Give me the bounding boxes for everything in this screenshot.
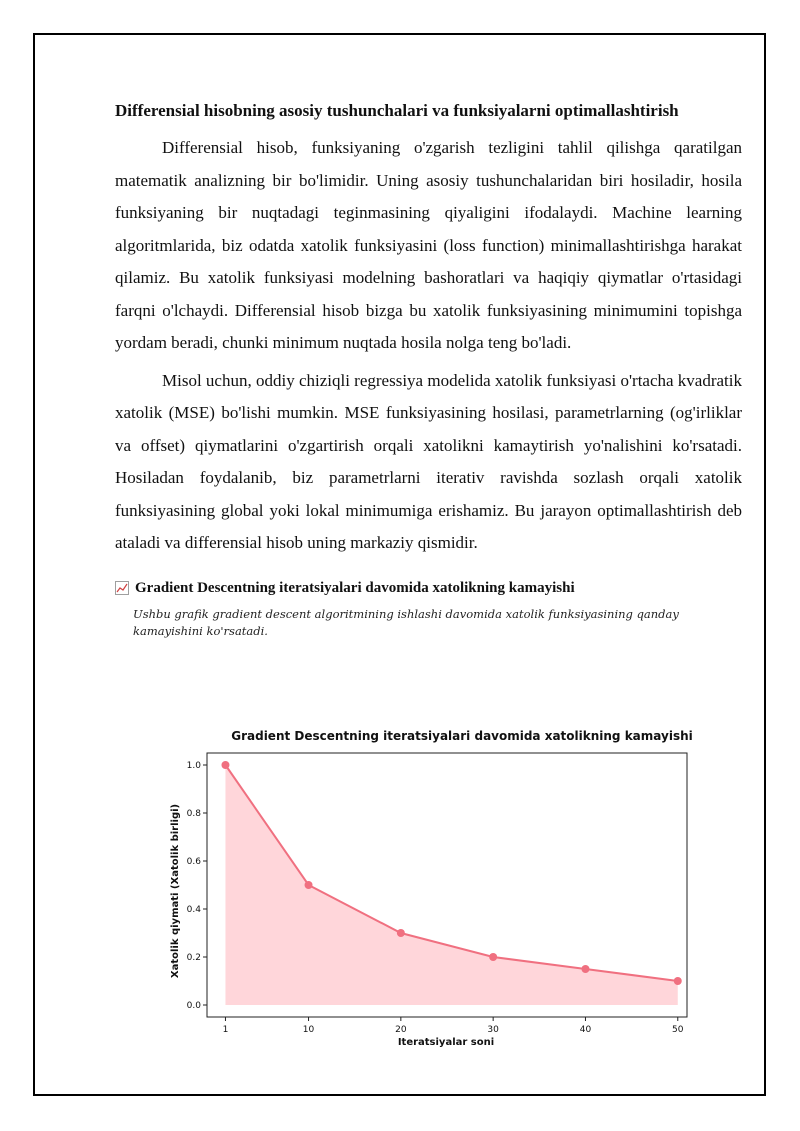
x-axis-label: Iteratsiyalar soni — [397, 1037, 495, 1048]
y-tick-label: 0.0 — [186, 1001, 201, 1011]
figure-caption: Ushbu grafik gradient descent algoritmining ishlashi davomida xatolik funksiyasining qanday kamayishini ko'rsatadi. — [133, 606, 679, 638]
paragraph-2: Misol uchun, oddiy chiziqli regressiya modelida xatolik funksiyasi o'rtacha kvadratik xatolik (MSE) bo'lishi mumkin. MSE funksiyasining hosilasi, parametrlarning (og'irliklar va offset) qiymatlarini o'zgartirish orqali xatolikni kamaytirish yo'nalishini ko'rsatadi. Hosiladan foydalanib, biz parametrlarni iterativ ravishda sozlash orqali xatolik funksiyasining global yoki lokal minimumiga erishamiz. Bu jarayon optimallashtirish deb ataladi va differensial hisob uning markaziy qismidir. — [115, 370, 742, 552]
data-point — [221, 761, 229, 769]
document-title: Differensial hisobning asosiy tushunchalari va funksiyalarni optimallashtirish — [115, 101, 679, 120]
x-tick-label: 40 — [579, 1025, 592, 1035]
data-point — [397, 929, 405, 937]
figure-heading — [115, 578, 742, 598]
data-point — [305, 881, 313, 889]
area-fill — [225, 765, 677, 1005]
x-tick-label: 30 — [487, 1025, 499, 1035]
data-point — [581, 965, 589, 973]
figure-heading-text: Gradient Descentning iteratsiyalari davomida xatolikning kamayishi — [135, 579, 575, 596]
paragraph-1: Differensial hisob, funksiyaning o'zgarish tezligini tahlil qilishga qaratilgan matematik analizning bir bo'limidir. Uning asosiy tushunchalaridan biri hosiladir, hosila funksiyaning bir nuqtadagi teginmasining qiyaligini ifodalaydi. Machine learning algoritmlarida, biz odatda xatolik funksiyasini (loss function) minimallashtirishga harakat qilamiz. Bu xatolik funksiyasi modelning bashoratlari va haqiqiy qiymatlar o'rtasidagi farqni o'lchaydi. Differensial hisob bizga bu xatolik funksiyasining minimumini topishga yordam beradi, chunki minimum nuqtada hosila nolga teng bo'ladi. — [115, 138, 742, 352]
document-body — [115, 100, 742, 640]
y-axis-label: Xatolik qiymati (Xatolik birligi) — [170, 803, 181, 979]
chart-increasing-icon — [115, 581, 129, 595]
y-tick-label: 0.8 — [186, 809, 201, 819]
y-tick-label: 0.6 — [186, 857, 201, 867]
y-tick-label: 0.4 — [186, 905, 201, 915]
x-tick-label: 20 — [395, 1025, 407, 1035]
chart-svg — [160, 725, 700, 1055]
x-tick-label: 1 — [222, 1025, 229, 1035]
plot-area — [187, 753, 687, 1035]
chart — [160, 725, 700, 1055]
data-point — [489, 953, 497, 961]
data-point — [674, 977, 682, 985]
chart-title: Gradient Descentning iteratsiyalari davomida xatolikning kamayishi — [231, 729, 693, 743]
x-tick-label: 10 — [302, 1025, 315, 1035]
y-tick-label: 0.2 — [186, 953, 201, 963]
y-tick-label: 1.0 — [186, 761, 201, 771]
x-tick-label: 50 — [672, 1025, 684, 1035]
